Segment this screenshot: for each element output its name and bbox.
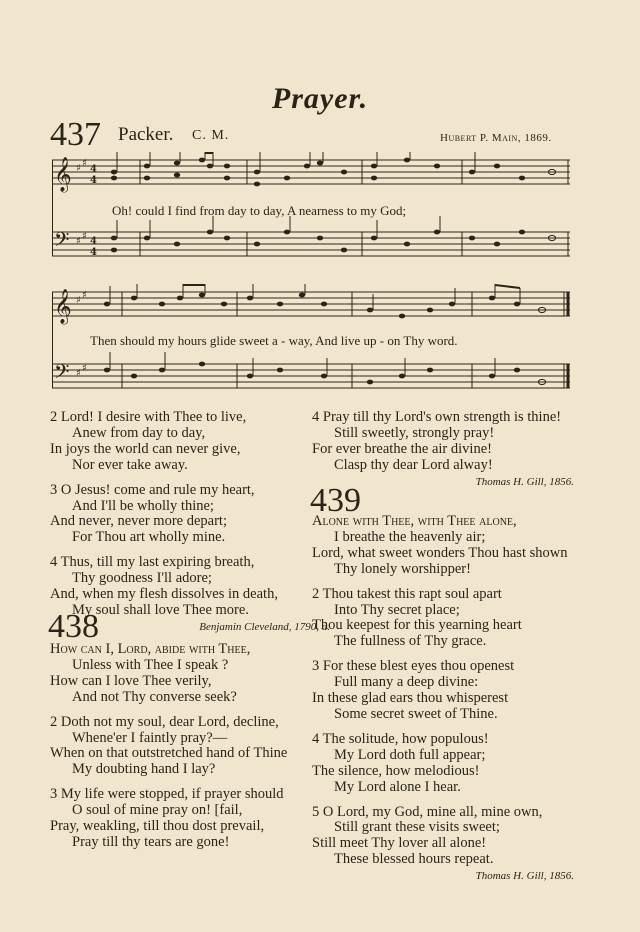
svg-text:♯: ♯ (82, 290, 87, 301)
tune-name: Packer. (118, 124, 174, 145)
hymn-number-439: 439 (310, 482, 361, 519)
svg-text:♯: ♯ (82, 231, 87, 242)
hymn-439-verses (312, 514, 574, 885)
svg-text:𝄞: 𝄞 (54, 157, 72, 192)
music-system-2 (52, 282, 572, 400)
verse-2: 2 Lord! I desire with Thee to live, Anew from day to day, In joys the world can never give, Nor ever take away. (50, 409, 247, 473)
verse-5: 5 O Lord, my God, mine all, mine own, Still grant these visits sweet; Still meet Thy lover all alone! These blessed hours repeat. (312, 803, 543, 868)
hymn-number-438: 438 (48, 608, 99, 645)
verse-4: 4 Thus, till my last expiring breath, Thy goodness I'll adore; And, when my flesh dissolves in death, My soul shall love Thee more. (50, 554, 278, 618)
svg-text:4: 4 (90, 175, 97, 186)
attribution-437: Benjamin Cleveland, 1790, a. (199, 620, 330, 633)
svg-text:𝄞: 𝄞 (54, 289, 72, 324)
attribution-438: Thomas H. Gill, 1856. (475, 475, 574, 488)
hymn-number-437: 437 (50, 116, 101, 153)
svg-text:4: 4 (90, 164, 97, 175)
svg-text:♯: ♯ (76, 295, 81, 306)
svg-text:4: 4 (90, 236, 97, 247)
hymn-438-verses (50, 642, 312, 851)
verse-3: 3 My life were stopped, if prayer should O soul of mine pray on! [fail, Pray, weakling, till thou dost prevail, Pray till thy tears are gone! (50, 786, 284, 850)
hymn-437-verses (50, 409, 330, 636)
music-system-1 (52, 152, 572, 270)
section-title: Prayer. (271, 82, 369, 115)
verse-3: 3 O Jesus! come and rule my heart, And I'll be wholly thine; And never, never more depart; For Thou art wholly mine. (50, 481, 255, 546)
verse-1: How can I, Lord, abide with Thee, Unless with Thee I speak ? How can I love Thee verily, And not Thy converse seek? (50, 641, 251, 705)
attribution-439: Thomas H. Gill, 1856. (475, 870, 574, 883)
svg-text:♯: ♯ (76, 236, 81, 247)
svg-text:♯: ♯ (82, 158, 87, 169)
verse-2: 2 Doth not my soul, dear Lord, decline, Whene'er I faintly pray?— When on that outstretched hand of Thine My doubting hand I lay? (50, 713, 288, 778)
verse-3: 3 For these blest eyes thou openest Full many a deep divine: In these glad ears thou whisperest Some secret sweet of Thine. (312, 658, 515, 722)
lyric-line-1: Oh! could I find from day to day, A nearness to my God; (112, 203, 407, 218)
svg-text:𝄢: 𝄢 (54, 360, 70, 388)
verse-1: Alone with Thee, with Thee alone, I breathe the heavenly air; Lord, what sweet wonders Thou hast shown Thy lonely worshipper! (312, 513, 568, 577)
svg-text:♯: ♯ (76, 163, 81, 174)
verse-4: 4 The solitude, how populous! My Lord doth full appear; The silence, how melodious! My Lord alone I hear. (312, 730, 489, 795)
svg-text:♯: ♯ (82, 363, 87, 374)
svg-text:♯: ♯ (76, 368, 81, 379)
hymn-438-verse-4: 4 Pray till thy Lord's own strength is thine! Still sweetly, strongly pray! For ever breathe the air divine! Clasp thy dear Lord alway! Thomas H. Gill, 1856. (312, 410, 574, 491)
verse-2: 2 Thou takest this rapt soul apart Into Thy secret place; Thou keepest for this yearning heart The fullness of Thy grace. (312, 585, 522, 650)
meter: C. M. (192, 128, 230, 143)
svg-text:4: 4 (90, 247, 97, 258)
composer: Hubert P. Main, 1869. (440, 132, 552, 144)
lyric-line-2: Then should my hours glide sweet a - way, And live up - on Thy word. (90, 333, 458, 348)
svg-text:𝄢: 𝄢 (54, 228, 70, 256)
